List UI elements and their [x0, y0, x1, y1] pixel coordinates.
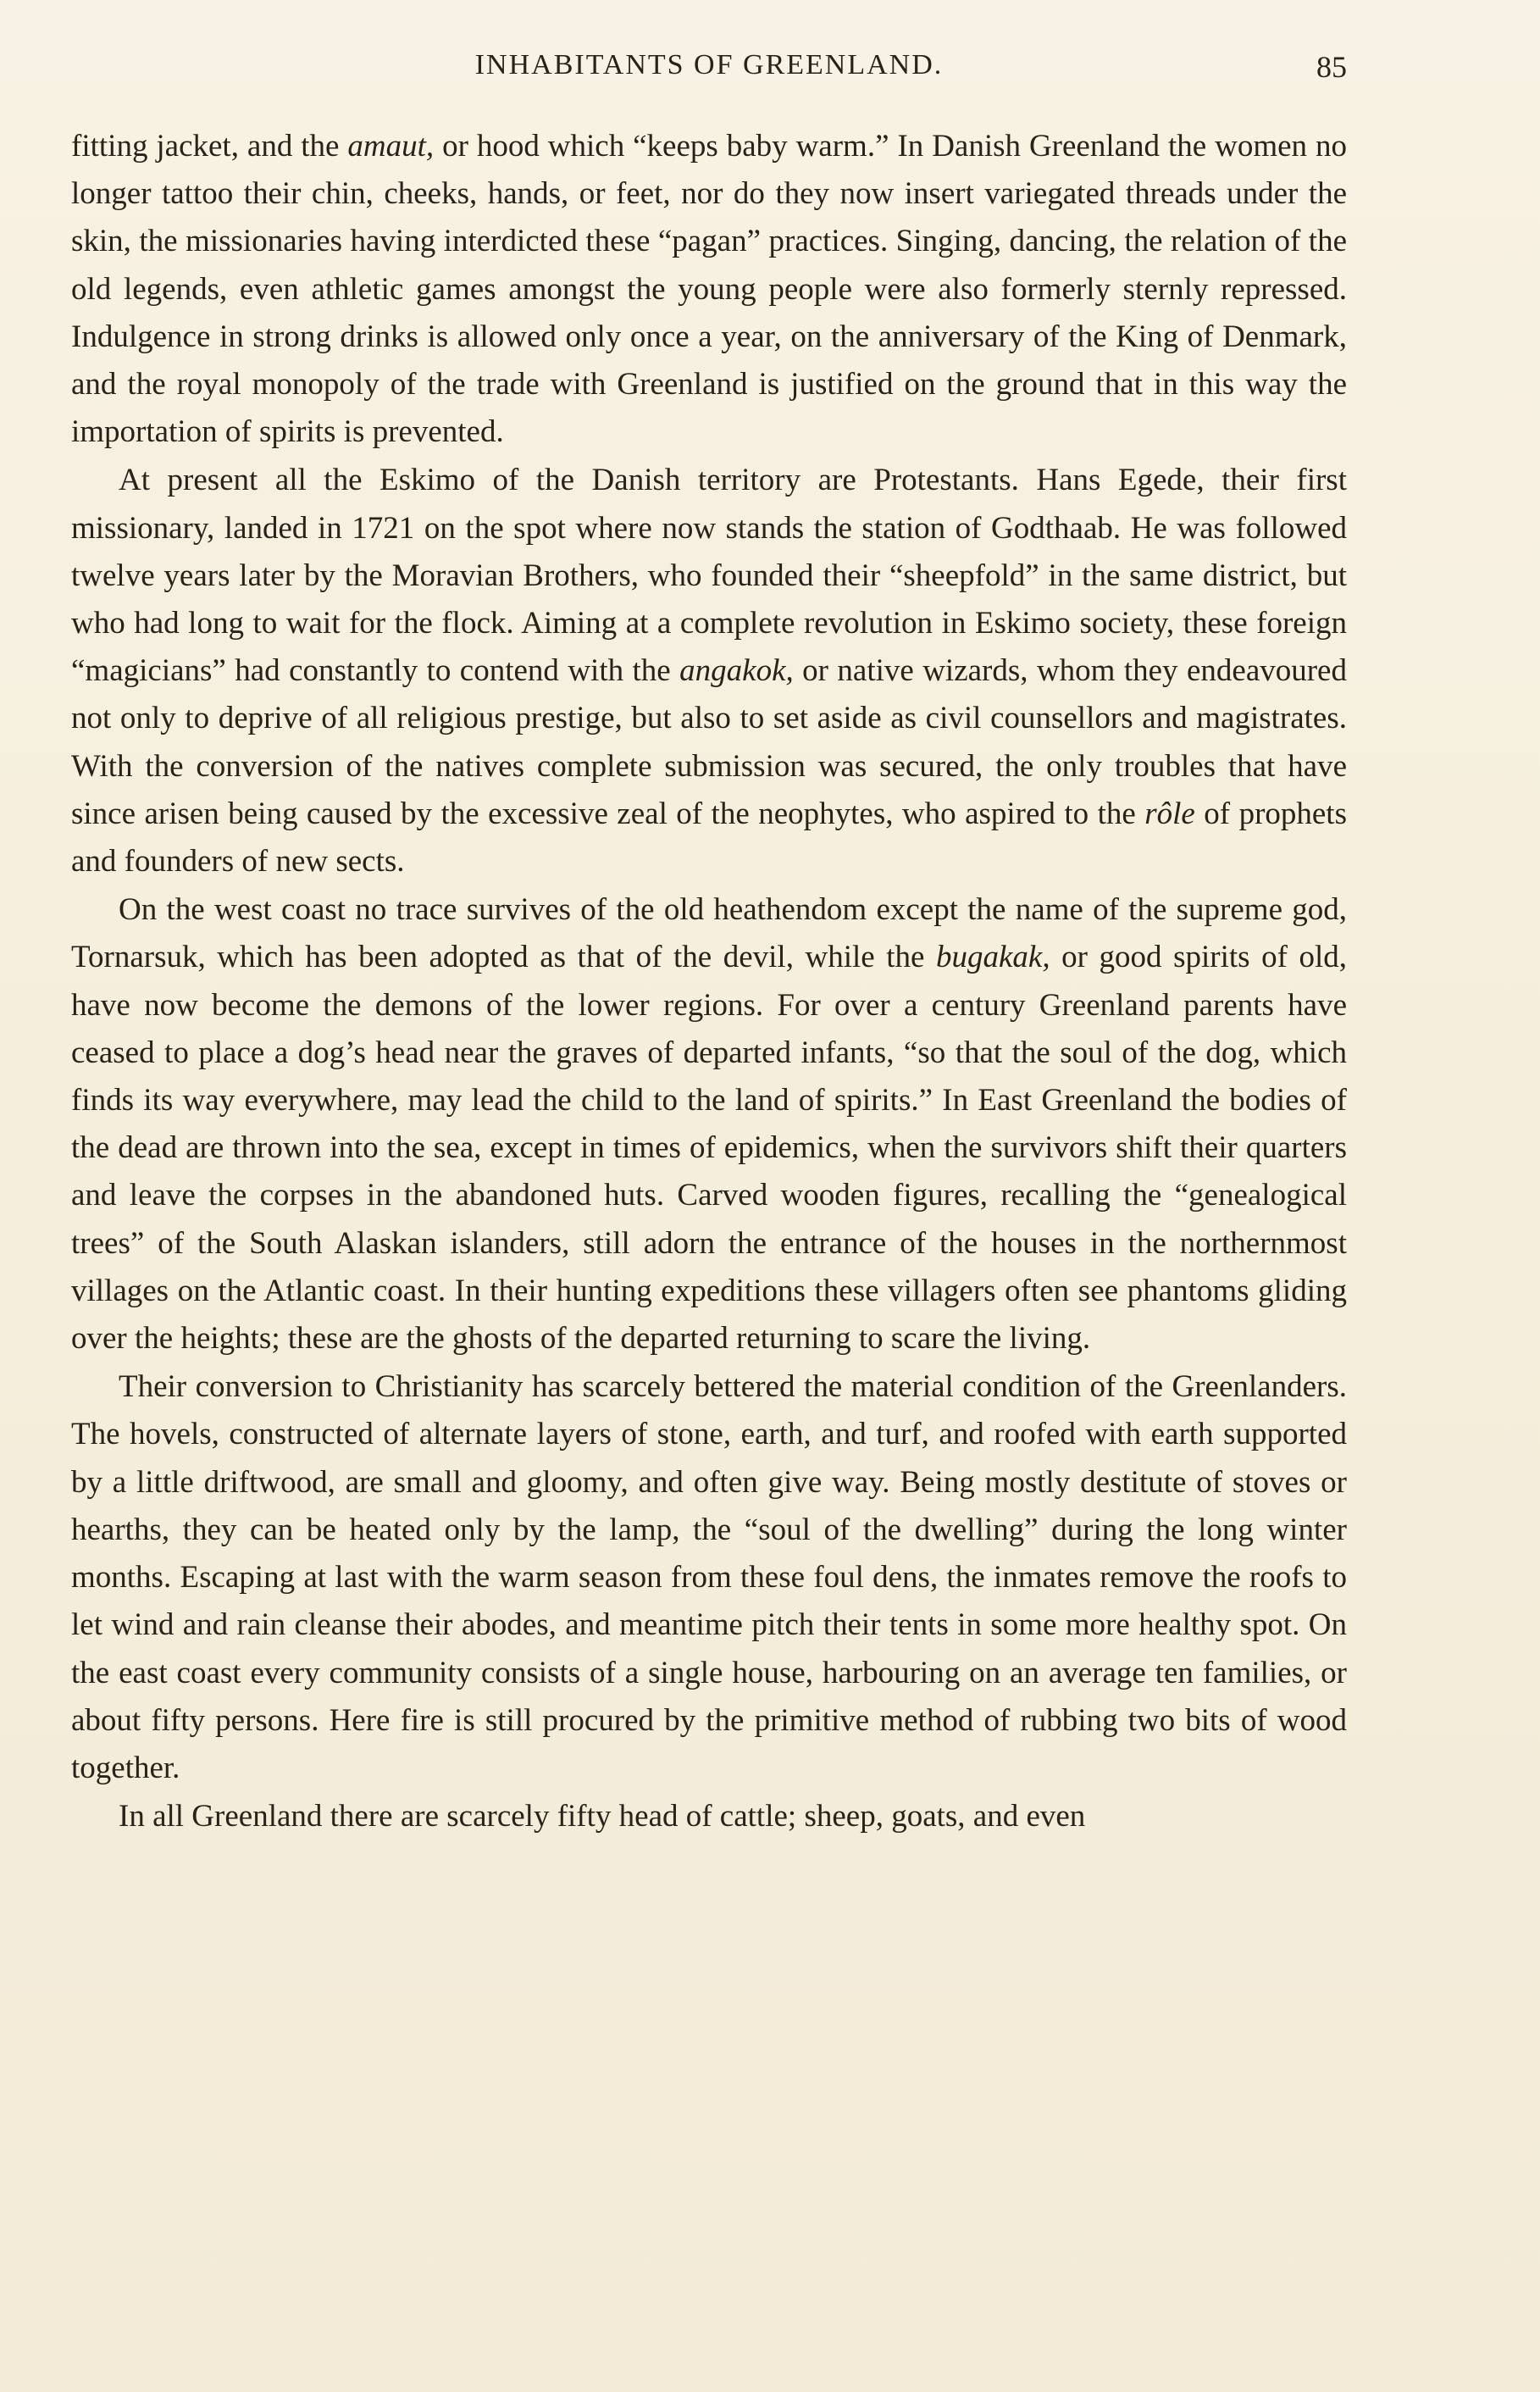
paragraph-2: At present all the Eskimo of the Danish territory are Protestants. Hans Egede, their first missionary, landed in 1721 on the spot where now stands the station of Godthaab. He was followed twelve years later by the Moravian Brothers, who founded their “sheepfold” in the same district, but who had long to wait for the flock. Aiming at a complete revolution in Eskimo society, these foreign “magicians” had constantly to contend with the angakok, or native wizards, whom they endeavoured not only to deprive of all religious prestige, but also to set aside as civil counsellors and magistrates. With the conversion of the natives complete submission was secured, the only troubles that have since arisen being caused by the excessive zeal of the neophytes, who aspired to the rôle of prophets and founders of new sects. — [71, 463, 1347, 880]
paragraph-5: In all Greenland there are scarcely fifty head of cattle; sheep, goats, and even — [119, 1799, 1086, 1834]
page-header — [71, 44, 1347, 95]
paragraph-3: On the west coast no trace survives of the old heathendom except the name of the supreme god, Tornarsuk, which has been adopted as that of the devil, while the bugakak, or good spirits of old, have now become the demons of the lower regions. For over a century Greenland parents have ceased to place a dog’s head near the graves of departed infants, “so that the soul of the dog, which finds its way everywhere, may lead the child to the land of spirits.” In East Greenland the bodies of the dead are thrown into the sea, except in times of epidemics, when the survivors shift their quarters and leave the corpses in the abandoned huts. Carved wooden figures, recalling the “genealogical trees” of the South Alaskan islanders, still adorn the entrance of the houses in the northernmost villages on the Atlantic coast. In their hunting expeditions these villagers often see phantoms gliding over the heights; these are the ghosts of the departed returning to scare the living. — [71, 892, 1347, 1357]
page-number: 85 — [1316, 50, 1347, 84]
paragraph-1: fitting jacket, and the amaut, or hood which “keeps baby warm.” In Danish Greenland the women no longer tattoo their chin, cheeks, hands, or feet, nor do they now insert variegated threads under the skin, the missionaries having interdicted these “pagan” practices. Singing, dancing, the relation of the old legends, even athletic games amongst the young people were also formerly sternly repressed. Indulgence in strong drinks is allowed only once a year, on the anniversary of the King of Denmark, and the royal monopoly of the trade with Greenland is justified on the ground that in this way the importation of spirits is prevented. — [71, 129, 1347, 450]
paragraph-4: Their conversion to Christianity has scarcely bettered the material condition of the Greenlanders. The hovels, constructed of alternate layers of stone, earth, and turf, and roofed with earth supported by a little driftwood, are small and gloomy, and often give way. Being mostly destitute of stoves or hearths, they can be heated only by the lamp, the “soul of the dwelling” during the long winter months. Escaping at last with the warm season from these foul dens, the inmates remove the roofs to let wind and rain cleanse their abodes, and meantime pitch their tents in some more healthy spot. On the east coast every community consists of a single house, harbouring on an average ten families, or about fifty persons. Here fire is still procured by the primitive method of rubbing two bits of wood together. — [71, 1369, 1347, 1785]
body-text — [71, 123, 1347, 1841]
running-head: INHABITANTS OF GREENLAND. — [474, 49, 944, 80]
